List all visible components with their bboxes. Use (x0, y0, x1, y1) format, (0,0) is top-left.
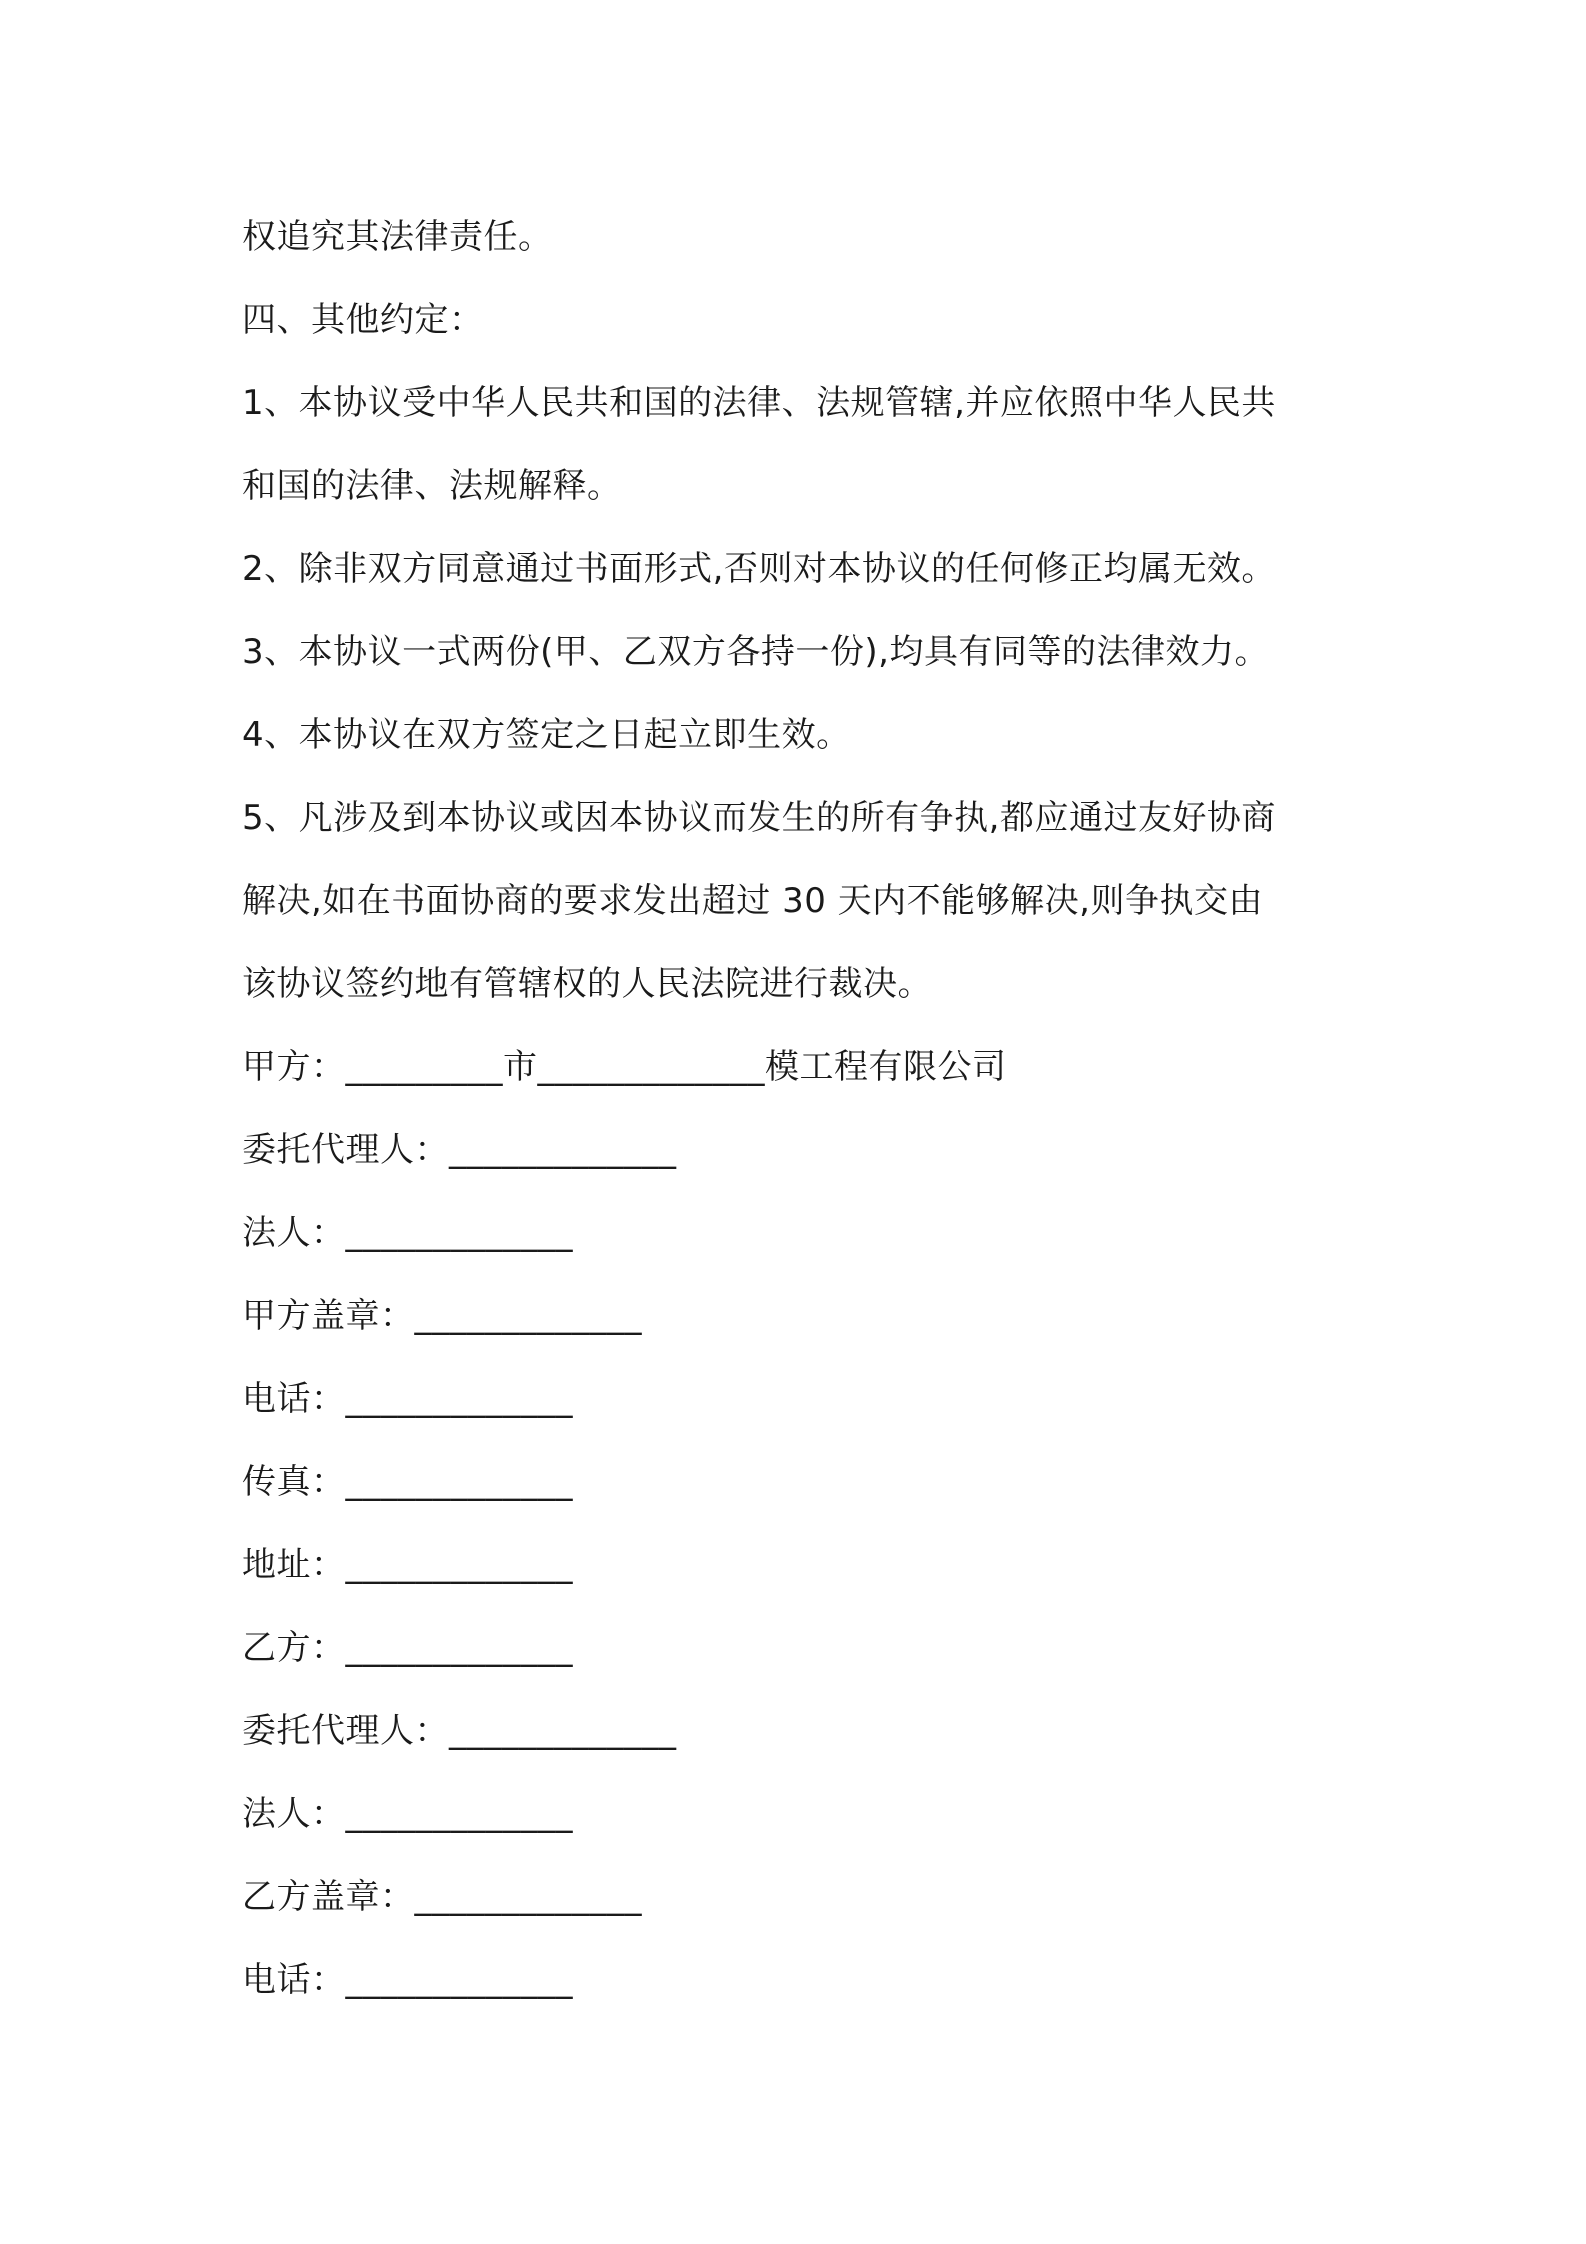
party-b-field: 乙方：_____________ (242, 1628, 573, 1668)
party-a-field: 甲方：_________市_____________模工程有限公司 (242, 1047, 1007, 1087)
clause-line: 和国的法律、法规解释。 (242, 466, 622, 506)
party-b-phone-field: 电话：_____________ (242, 1960, 573, 2000)
party-a-legal-person-field: 法人：_____________ (242, 1213, 573, 1253)
clause-line: 4、本协议在双方签定之日起立即生效。 (242, 715, 851, 755)
document-body (242, 196, 1362, 2022)
party-a-agent-field: 委托代理人：_____________ (242, 1130, 677, 1170)
clause-line: 2、除非双方同意通过书面形式,否则对本协议的任何修正均属无效。 (242, 549, 1276, 589)
party-b-agent-field: 委托代理人：_____________ (242, 1711, 677, 1751)
party-a-address-field: 地址：_____________ (242, 1545, 573, 1585)
clause-line: 该协议签约地有管辖权的人民法院进行裁决。 (242, 964, 932, 1004)
party-a-fax-field: 传真：_____________ (242, 1462, 573, 1502)
clause-line: 5、凡涉及到本协议或因本协议而发生的所有争执,都应通过友好协商 (242, 798, 1276, 838)
party-b-seal-field: 乙方盖章：_____________ (242, 1877, 642, 1917)
party-a-phone-field: 电话：_____________ (242, 1379, 573, 1419)
clause-line: 解决,如在书面协商的要求发出超过 30 天内不能够解决,则争执交由 (242, 881, 1263, 921)
party-b-legal-person-field: 法人：_____________ (242, 1794, 573, 1834)
clause-line: 1、本协议受中华人民共和国的法律、法规管辖,并应依照中华人民共 (242, 383, 1276, 423)
text-line: 权追究其法律责任。 (242, 217, 553, 257)
clause-line: 3、本协议一式两份(甲、乙双方各持一份),均具有同等的法律效力。 (242, 632, 1269, 672)
party-a-seal-field: 甲方盖章：_____________ (242, 1296, 642, 1336)
section-heading: 四、其他约定： (242, 300, 484, 340)
